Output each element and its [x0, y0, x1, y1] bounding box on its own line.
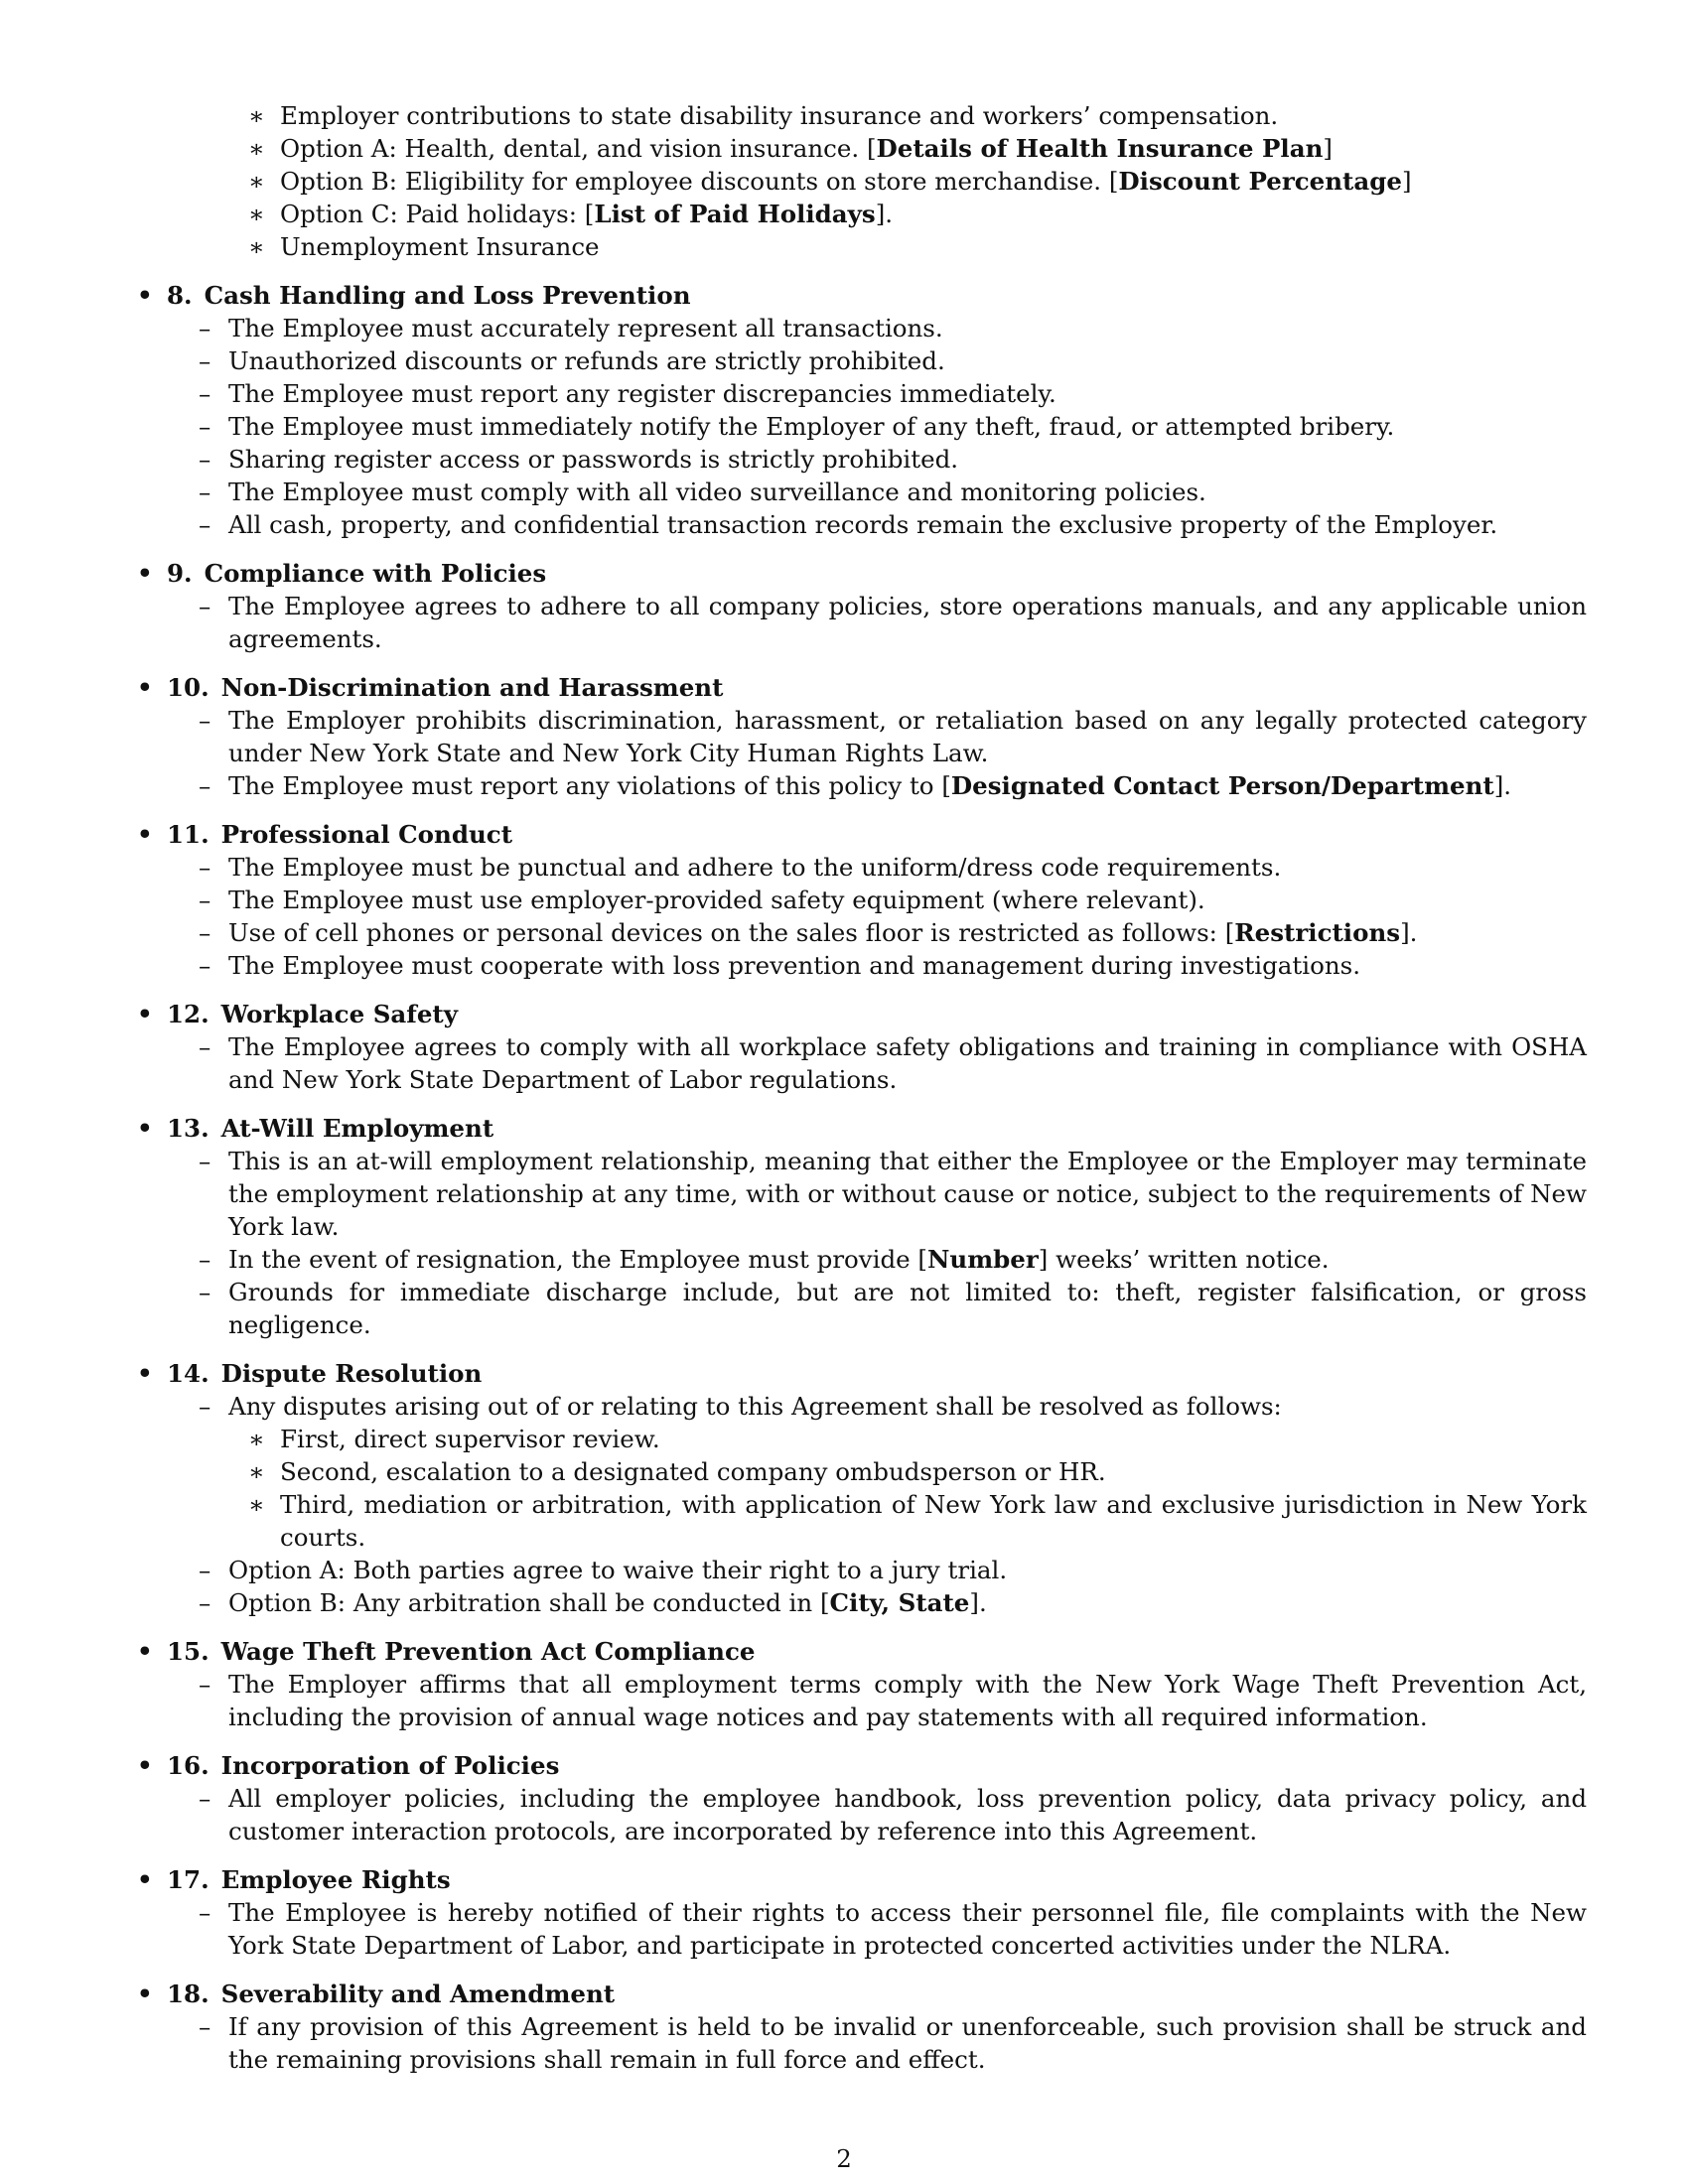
list-item: – The Employee must cooperate with loss prevention and management during investigations. — [199, 951, 1360, 980]
section-heading: • 10. Non-Discrimination and Harassment — [137, 673, 724, 702]
list-item: – Unauthorized discounts or refunds are strictly prohibited. — [199, 346, 945, 375]
section-heading: • 12. Workplace Safety — [137, 1000, 458, 1028]
section-8 — [137, 279, 1587, 541]
bullet-icon: • — [137, 1114, 153, 1143]
dash-bullet-icon: – — [199, 478, 211, 506]
dash-bullet-icon: – — [199, 592, 211, 620]
section-heading: • 13. At-Will Employment — [137, 1114, 494, 1143]
list-item: – Option A: Both parties agree to waive their right to a jury trial. — [199, 1556, 1008, 1584]
bullet-icon: • — [137, 1751, 153, 1780]
bullet-icon: • — [137, 1359, 153, 1388]
placeholder-health-plan: Details of Health Insurance Plan — [876, 134, 1324, 163]
section-17 — [137, 1863, 1587, 1962]
asterisk-bullet-icon: ∗ — [248, 1457, 265, 1486]
list-item: ∗ Option B: Eligibility for employee discounts on store merchandise. [Discount Percentage] — [248, 167, 1412, 196]
bullet-icon: • — [137, 1979, 153, 2008]
dash-bullet-icon: – — [199, 412, 211, 441]
list-item: ∗ Unemployment Insurance — [248, 232, 600, 261]
dash-bullet-icon: – — [199, 1147, 211, 1175]
dash-bullet-icon: – — [199, 886, 211, 914]
bullet-icon: • — [137, 1865, 153, 1894]
list-item: – The Employee must comply with all video surveillance and monitoring policies. — [199, 478, 1206, 506]
document-body — [137, 99, 1587, 2076]
list-item: – The Employee is hereby notified of their rights to access their personnel file, file complaints with the New York State Department of Labor, and participate in protected concerted activities under the NLRA. — [199, 1898, 1587, 1960]
list-item: – In the event of resignation, the Employee must provide [Number] weeks’ written notice. — [199, 1245, 1330, 1274]
section-16 — [137, 1749, 1587, 1847]
dash-bullet-icon: – — [199, 1245, 211, 1274]
section-heading: • 14. Dispute Resolution — [137, 1359, 483, 1388]
list-item: – The Employee must be punctual and adhere to the uniform/dress code requirements. — [199, 853, 1282, 882]
section-heading: • 18. Severability and Amendment — [137, 1979, 616, 2008]
list-item: – Sharing register access or passwords is strictly prohibited. — [199, 445, 959, 474]
section-14 — [137, 1357, 1587, 1619]
placeholder-number: Number — [927, 1245, 1039, 1274]
dash-bullet-icon: – — [199, 1556, 211, 1584]
list-item: – The Employee must report any register discrepancies immediately. — [199, 379, 1056, 408]
list-item: ∗ Option A: Health, dental, and vision insurance. [Details of Health Insurance Plan] — [248, 134, 1333, 163]
list-item: – The Employer affirms that all employment terms comply with the New York Wage Theft Prevention Act, including the provision of annual wage notices and pay statements with all required information. — [199, 1670, 1587, 1731]
dash-bullet-icon: – — [199, 1032, 211, 1061]
list-item: – This is an at-will employment relationship, meaning that either the Employee or the Employer may terminate the employment relationship at any time, with or without cause or notice, subject to the requirements of New York law. — [199, 1147, 1587, 1241]
asterisk-bullet-icon: ∗ — [248, 232, 265, 261]
dash-bullet-icon: – — [199, 1278, 211, 1306]
dash-bullet-icon: – — [199, 853, 211, 882]
list-item: – All employer policies, including the employee handbook, loss prevention policy, data privacy policy, and customer interaction protocols, are incorporated by reference into this Agreement. — [199, 1784, 1587, 1845]
list-item: – The Employee must use employer-provided safety equipment (where relevant). — [199, 886, 1205, 914]
list-item: – Grounds for immediate discharge include, but are not limited to: theft, register falsification, or gross negligence. — [199, 1278, 1587, 1339]
section-15 — [137, 1635, 1587, 1733]
placeholder-restrictions: Restrictions — [1234, 918, 1401, 947]
dash-bullet-icon: – — [199, 379, 211, 408]
dash-bullet-icon: – — [199, 1784, 211, 1813]
dash-bullet-icon: – — [199, 1588, 211, 1617]
section-18 — [137, 1978, 1587, 2076]
asterisk-bullet-icon: ∗ — [248, 134, 265, 163]
dash-bullet-icon: – — [199, 314, 211, 342]
dash-bullet-icon: – — [199, 771, 211, 800]
placeholder-holidays: List of Paid Holidays — [594, 200, 876, 228]
bullet-icon: • — [137, 673, 153, 702]
asterisk-bullet-icon: ∗ — [248, 1425, 265, 1453]
dash-bullet-icon: – — [199, 1898, 211, 1927]
list-item: – All cash, property, and confidential transaction records remain the exclusive property of the Employer. — [199, 510, 1498, 539]
bullet-icon: • — [137, 281, 153, 310]
list-item: – The Employee agrees to comply with all workplace safety obligations and training in compliance with OSHA and New York State Department of Labor regulations. — [199, 1032, 1587, 1094]
section-heading: • 8. Cash Handling and Loss Prevention — [137, 281, 691, 310]
section-10 — [137, 671, 1587, 802]
section-13 — [137, 1112, 1587, 1341]
dash-bullet-icon: – — [199, 510, 211, 539]
list-item: ∗ Third, mediation or arbitration, with application of New York law and exclusive jurisdiction in New York courts. — [248, 1490, 1587, 1552]
dash-bullet-icon: – — [199, 445, 211, 474]
section-heading: • 17. Employee Rights — [137, 1865, 451, 1894]
list-item: – If any provision of this Agreement is held to be invalid or unenforceable, such provision shall be struck and the remaining provisions shall remain in full force and effect. — [199, 2012, 1587, 2074]
list-item: – The Employee must immediately notify the Employer of any theft, fraud, or attempted bribery. — [199, 412, 1395, 441]
placeholder-contact: Designated Contact Person/Department — [950, 771, 1494, 800]
section-11 — [137, 818, 1587, 982]
list-item: – The Employee agrees to adhere to all company policies, store operations manuals, and any applicable union agreements. — [199, 592, 1587, 653]
section-9 — [137, 557, 1587, 655]
list-item: – Any disputes arising out of or relating to this Agreement shall be resolved as follows: — [199, 1392, 1282, 1421]
dash-bullet-icon: – — [199, 346, 211, 375]
asterisk-bullet-icon: ∗ — [248, 200, 265, 228]
benefits-list — [137, 99, 1587, 263]
placeholder-discount: Discount Percentage — [1118, 167, 1402, 196]
list-item: – The Employer prohibits discrimination, harassment, or retaliation based on any legally protected category under New York State and New York City Human Rights Law. — [199, 706, 1587, 767]
asterisk-bullet-icon: ∗ — [248, 167, 265, 196]
section-heading: • 9. Compliance with Policies — [137, 559, 547, 588]
list-item: ∗ Employer contributions to state disability insurance and workers’ compensation. — [248, 101, 1279, 130]
list-item: – Use of cell phones or personal devices on the sales floor is restricted as follows: [Restrictions]. — [199, 918, 1418, 947]
list-item: ∗ Second, escalation to a designated company ombudsperson or HR. — [248, 1457, 1106, 1486]
section-heading: • 11. Professional Conduct — [137, 820, 513, 849]
asterisk-bullet-icon: ∗ — [248, 1490, 265, 1519]
section-heading: • 15. Wage Theft Prevention Act Compliance — [137, 1637, 756, 1666]
page-number: 2 — [836, 2144, 852, 2173]
bullet-icon: • — [137, 1000, 153, 1028]
list-item: – The Employee must report any violations of this policy to [Designated Contact Person/Department]. — [199, 771, 1512, 800]
dash-bullet-icon: – — [199, 706, 211, 735]
section-12 — [137, 998, 1587, 1096]
dash-bullet-icon: – — [199, 1392, 211, 1421]
list-item: ∗ First, direct supervisor review. — [248, 1425, 660, 1453]
bullet-icon: • — [137, 559, 153, 588]
section-heading: • 16. Incorporation of Policies — [137, 1751, 560, 1780]
dash-bullet-icon: – — [199, 918, 211, 947]
list-item: ∗ Option C: Paid holidays: [List of Paid Holidays]. — [248, 200, 894, 228]
bullet-icon: • — [137, 1637, 153, 1666]
asterisk-bullet-icon: ∗ — [248, 101, 265, 130]
list-item: – The Employee must accurately represent all transactions. — [199, 314, 943, 342]
list-item: – Option B: Any arbitration shall be conducted in [City, State]. — [199, 1588, 987, 1617]
dispute-steps-list — [137, 1423, 1587, 1554]
dash-bullet-icon: – — [199, 1670, 211, 1699]
placeholder-city-state: City, State — [829, 1588, 970, 1617]
dash-bullet-icon: – — [199, 951, 211, 980]
bullet-icon: • — [137, 820, 153, 849]
dash-bullet-icon: – — [199, 2012, 211, 2041]
